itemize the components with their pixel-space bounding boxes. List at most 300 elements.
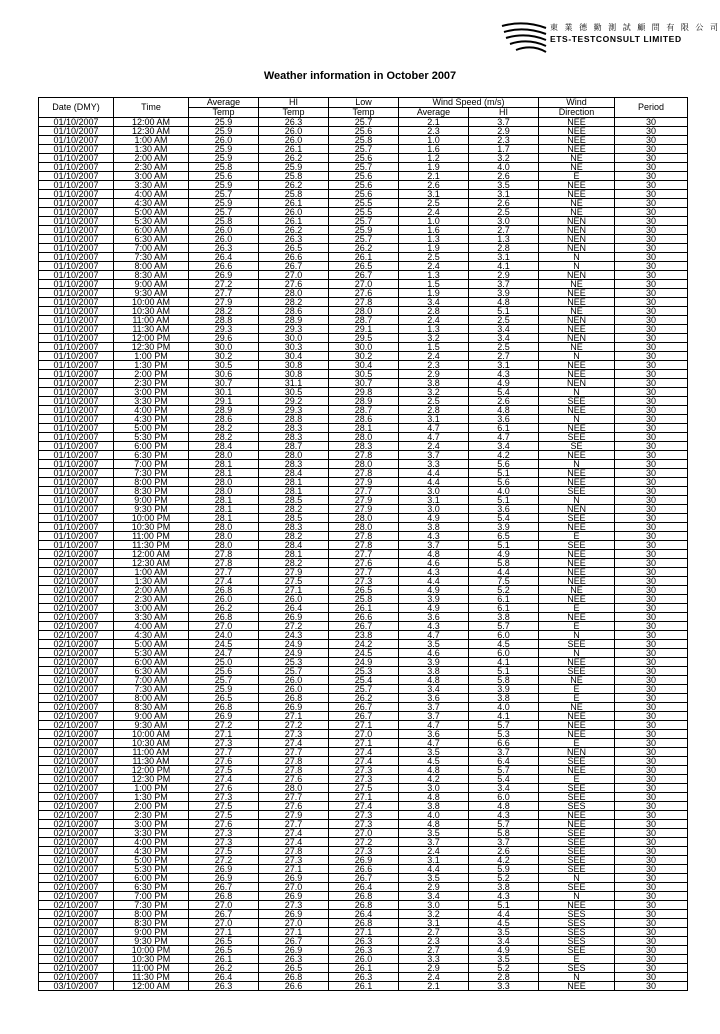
header-wind-speed: Wind Speed (m/s) [399, 98, 539, 108]
hi-temp-cell: 27.7 [259, 820, 329, 829]
low-temp-cell: 23.8 [329, 631, 399, 640]
table-row [39, 649, 688, 658]
date-cell: 02/10/2007 [39, 883, 114, 892]
date-cell: 02/10/2007 [39, 694, 114, 703]
date-cell: 01/10/2007 [39, 127, 114, 136]
low-temp-cell: 27.7 [329, 568, 399, 577]
time-cell: 8:00 PM [114, 910, 189, 919]
time-cell: 6:30 PM [114, 451, 189, 460]
date-cell: 01/10/2007 [39, 226, 114, 235]
wind-avg-cell: 3.4 [399, 892, 469, 901]
low-temp-cell: 24.5 [329, 649, 399, 658]
hi-temp-cell: 26.5 [259, 244, 329, 253]
avg-temp-cell: 26.3 [189, 244, 259, 253]
hi-temp-cell: 31.1 [259, 379, 329, 388]
time-cell: 11:00 AM [114, 316, 189, 325]
table-row [39, 307, 688, 316]
avg-temp-cell: 26.0 [189, 595, 259, 604]
wind-hi-cell: 5.2 [469, 874, 539, 883]
table-row [39, 712, 688, 721]
avg-temp-cell: 27.7 [189, 568, 259, 577]
wind-avg-cell: 2.4 [399, 847, 469, 856]
wind-direction-cell: E [539, 775, 615, 784]
avg-temp-cell: 28.2 [189, 307, 259, 316]
low-temp-cell: 28.1 [329, 424, 399, 433]
wind-direction-cell: NEE [539, 595, 615, 604]
avg-temp-cell: 26.7 [189, 883, 259, 892]
wind-hi-cell: 6.1 [469, 604, 539, 613]
wind-hi-cell: 6.6 [469, 739, 539, 748]
hi-temp-cell: 28.8 [259, 415, 329, 424]
wind-direction-cell: E [539, 694, 615, 703]
company-name-chinese: 東 業 德 勤 測 試 顧 問 有 限 公 司 [550, 23, 720, 32]
hi-temp-cell: 28.5 [259, 496, 329, 505]
hi-temp-cell: 27.1 [259, 865, 329, 874]
avg-temp-cell: 25.7 [189, 676, 259, 685]
header-hi-temp-bottom: Temp [259, 108, 329, 118]
wind-avg-cell: 1.9 [399, 289, 469, 298]
time-cell: 4:00 PM [114, 406, 189, 415]
avg-temp-cell: 24.7 [189, 649, 259, 658]
low-temp-cell: 25.6 [329, 190, 399, 199]
low-temp-cell: 27.0 [329, 829, 399, 838]
low-temp-cell: 28.0 [329, 307, 399, 316]
wind-hi-cell: 2.7 [469, 226, 539, 235]
wind-avg-cell: 3.8 [399, 523, 469, 532]
wind-hi-cell: 5.8 [469, 829, 539, 838]
table-row [39, 379, 688, 388]
avg-temp-cell: 25.7 [189, 190, 259, 199]
hi-temp-cell: 28.3 [259, 424, 329, 433]
time-cell: 5:30 AM [114, 649, 189, 658]
date-cell: 02/10/2007 [39, 730, 114, 739]
date-cell: 01/10/2007 [39, 523, 114, 532]
low-temp-cell: 28.0 [329, 433, 399, 442]
avg-temp-cell: 30.5 [189, 361, 259, 370]
avg-temp-cell: 27.4 [189, 577, 259, 586]
table-row [39, 973, 688, 982]
hi-temp-cell: 26.7 [259, 262, 329, 271]
wind-hi-cell: 3.8 [469, 694, 539, 703]
time-cell: 10:30 AM [114, 739, 189, 748]
table-row [39, 289, 688, 298]
time-cell: 12:00 AM [114, 118, 189, 127]
header-avg-temp-bottom: Temp [189, 108, 259, 118]
period-cell: 30 [615, 343, 688, 352]
low-temp-cell: 25.7 [329, 163, 399, 172]
hi-temp-cell: 26.2 [259, 226, 329, 235]
table-row [39, 856, 688, 865]
date-cell: 02/10/2007 [39, 586, 114, 595]
time-cell: 7:00 PM [114, 460, 189, 469]
wind-direction-cell: SES [539, 802, 615, 811]
period-cell: 30 [615, 559, 688, 568]
date-cell: 01/10/2007 [39, 397, 114, 406]
time-cell: 8:00 PM [114, 478, 189, 487]
table-row [39, 262, 688, 271]
period-cell: 30 [615, 964, 688, 973]
hi-temp-cell: 25.8 [259, 172, 329, 181]
wind-hi-cell: 2.5 [469, 316, 539, 325]
wind-hi-cell: 2.3 [469, 136, 539, 145]
table-row [39, 235, 688, 244]
date-cell: 01/10/2007 [39, 235, 114, 244]
avg-temp-cell: 27.7 [189, 748, 259, 757]
table-row [39, 487, 688, 496]
wind-avg-cell: 1.0 [399, 217, 469, 226]
wind-hi-cell: 3.3 [469, 982, 539, 991]
hi-temp-cell: 27.4 [259, 739, 329, 748]
avg-temp-cell: 30.6 [189, 370, 259, 379]
hi-temp-cell: 27.6 [259, 280, 329, 289]
avg-temp-cell: 26.0 [189, 136, 259, 145]
wind-avg-cell: 1.3 [399, 235, 469, 244]
hi-temp-cell: 27.9 [259, 568, 329, 577]
time-cell: 1:00 PM [114, 784, 189, 793]
period-cell: 30 [615, 712, 688, 721]
low-temp-cell: 26.1 [329, 964, 399, 973]
wind-direction-cell: N [539, 262, 615, 271]
wind-hi-cell: 3.4 [469, 937, 539, 946]
time-cell: 12:30 PM [114, 775, 189, 784]
period-cell: 30 [615, 226, 688, 235]
table-row [39, 271, 688, 280]
wind-avg-cell: 3.1 [399, 919, 469, 928]
wind-avg-cell: 4.7 [399, 631, 469, 640]
period-cell: 30 [615, 217, 688, 226]
avg-temp-cell: 26.8 [189, 703, 259, 712]
hi-temp-cell: 28.4 [259, 541, 329, 550]
low-temp-cell: 27.6 [329, 559, 399, 568]
time-cell: 1:00 AM [114, 568, 189, 577]
table-row [39, 640, 688, 649]
avg-temp-cell: 25.9 [189, 145, 259, 154]
table-row [39, 568, 688, 577]
low-temp-cell: 26.4 [329, 883, 399, 892]
table-row [39, 451, 688, 460]
date-cell: 02/10/2007 [39, 775, 114, 784]
table-row [39, 784, 688, 793]
time-cell: 9:30 AM [114, 289, 189, 298]
wind-avg-cell: 2.7 [399, 928, 469, 937]
date-cell: 01/10/2007 [39, 154, 114, 163]
period-cell: 30 [615, 703, 688, 712]
time-cell: 8:30 PM [114, 919, 189, 928]
wind-hi-cell: 4.3 [469, 370, 539, 379]
avg-temp-cell: 26.5 [189, 937, 259, 946]
hi-temp-cell: 27.7 [259, 748, 329, 757]
wind-hi-cell: 3.9 [469, 289, 539, 298]
wind-direction-cell: NEE [539, 127, 615, 136]
wind-direction-cell: NE [539, 307, 615, 316]
date-cell: 01/10/2007 [39, 370, 114, 379]
wind-hi-cell: 6.0 [469, 649, 539, 658]
date-cell: 02/10/2007 [39, 595, 114, 604]
wind-avg-cell: 3.7 [399, 703, 469, 712]
wind-hi-cell: 2.6 [469, 397, 539, 406]
wind-avg-cell: 3.0 [399, 784, 469, 793]
period-cell: 30 [615, 667, 688, 676]
low-temp-cell: 27.8 [329, 532, 399, 541]
table-row [39, 811, 688, 820]
table-row [39, 505, 688, 514]
time-cell: 11:30 AM [114, 757, 189, 766]
period-cell: 30 [615, 685, 688, 694]
table-row [39, 415, 688, 424]
wind-avg-cell: 4.4 [399, 469, 469, 478]
wind-avg-cell: 3.6 [399, 730, 469, 739]
wind-avg-cell: 2.1 [399, 172, 469, 181]
period-cell: 30 [615, 118, 688, 127]
avg-temp-cell: 26.8 [189, 586, 259, 595]
date-cell: 01/10/2007 [39, 217, 114, 226]
wind-hi-cell: 2.5 [469, 343, 539, 352]
table-row [39, 685, 688, 694]
date-cell: 02/10/2007 [39, 604, 114, 613]
table-row [39, 721, 688, 730]
wind-direction-cell: NEE [539, 370, 615, 379]
table-row [39, 964, 688, 973]
low-temp-cell: 26.4 [329, 910, 399, 919]
low-temp-cell: 26.3 [329, 973, 399, 982]
hi-temp-cell: 26.9 [259, 703, 329, 712]
low-temp-cell: 30.2 [329, 352, 399, 361]
low-temp-cell: 27.3 [329, 811, 399, 820]
wind-direction-cell: SES [539, 919, 615, 928]
low-temp-cell: 26.6 [329, 865, 399, 874]
period-cell: 30 [615, 433, 688, 442]
wind-direction-cell: NEE [539, 190, 615, 199]
period-cell: 30 [615, 829, 688, 838]
period-cell: 30 [615, 928, 688, 937]
hi-temp-cell: 27.5 [259, 577, 329, 586]
wind-avg-cell: 3.6 [399, 613, 469, 622]
period-cell: 30 [615, 550, 688, 559]
table-row [39, 298, 688, 307]
wind-avg-cell: 4.7 [399, 739, 469, 748]
period-cell: 30 [615, 784, 688, 793]
time-cell: 4:30 AM [114, 631, 189, 640]
table-row [39, 955, 688, 964]
avg-temp-cell: 25.9 [189, 127, 259, 136]
period-cell: 30 [615, 478, 688, 487]
table-row [39, 514, 688, 523]
avg-temp-cell: 25.6 [189, 667, 259, 676]
wind-avg-cell: 2.4 [399, 316, 469, 325]
wind-hi-cell: 6.1 [469, 595, 539, 604]
period-cell: 30 [615, 631, 688, 640]
low-temp-cell: 26.0 [329, 955, 399, 964]
table-row [39, 550, 688, 559]
table-row [39, 118, 688, 127]
date-cell: 02/10/2007 [39, 820, 114, 829]
period-cell: 30 [615, 379, 688, 388]
wind-direction-cell: SEE [539, 856, 615, 865]
wind-hi-cell: 6.4 [469, 757, 539, 766]
avg-temp-cell: 27.7 [189, 289, 259, 298]
period-cell: 30 [615, 316, 688, 325]
table-row [39, 937, 688, 946]
hi-temp-cell: 24.3 [259, 631, 329, 640]
wind-avg-cell: 4.4 [399, 478, 469, 487]
wind-avg-cell: 3.5 [399, 748, 469, 757]
avg-temp-cell: 28.4 [189, 442, 259, 451]
time-cell: 2:30 AM [114, 595, 189, 604]
low-temp-cell: 26.7 [329, 703, 399, 712]
wind-hi-cell: 2.7 [469, 352, 539, 361]
date-cell: 01/10/2007 [39, 181, 114, 190]
wind-avg-cell: 1.6 [399, 226, 469, 235]
low-temp-cell: 26.2 [329, 694, 399, 703]
avg-temp-cell: 26.2 [189, 604, 259, 613]
time-cell: 7:00 PM [114, 892, 189, 901]
low-temp-cell: 27.3 [329, 820, 399, 829]
wind-hi-cell: 4.3 [469, 811, 539, 820]
table-row [39, 883, 688, 892]
low-temp-cell: 26.6 [329, 613, 399, 622]
wind-hi-cell: 5.1 [469, 496, 539, 505]
wind-avg-cell: 3.1 [399, 190, 469, 199]
table-row [39, 388, 688, 397]
low-temp-cell: 26.7 [329, 874, 399, 883]
period-cell: 30 [615, 181, 688, 190]
period-cell: 30 [615, 568, 688, 577]
period-cell: 30 [615, 523, 688, 532]
wind-avg-cell: 1.3 [399, 271, 469, 280]
table-row [39, 316, 688, 325]
time-cell: 1:30 AM [114, 145, 189, 154]
hi-temp-cell: 27.2 [259, 721, 329, 730]
time-cell: 9:00 AM [114, 712, 189, 721]
time-cell: 10:30 PM [114, 523, 189, 532]
wind-hi-cell: 4.8 [469, 406, 539, 415]
table-row [39, 928, 688, 937]
time-cell: 1:30 PM [114, 793, 189, 802]
wind-direction-cell: SES [539, 928, 615, 937]
table-row [39, 190, 688, 199]
wind-hi-cell: 4.4 [469, 568, 539, 577]
avg-temp-cell: 25.9 [189, 118, 259, 127]
wind-hi-cell: 4.4 [469, 910, 539, 919]
low-temp-cell: 24.2 [329, 640, 399, 649]
low-temp-cell: 28.0 [329, 460, 399, 469]
low-temp-cell: 28.0 [329, 514, 399, 523]
table-row [39, 136, 688, 145]
period-cell: 30 [615, 874, 688, 883]
period-cell: 30 [615, 127, 688, 136]
avg-temp-cell: 27.6 [189, 820, 259, 829]
hi-temp-cell: 28.5 [259, 514, 329, 523]
wind-hi-cell: 2.8 [469, 244, 539, 253]
low-temp-cell: 26.8 [329, 892, 399, 901]
time-cell: 7:30 PM [114, 469, 189, 478]
wind-direction-cell: NEN [539, 235, 615, 244]
wind-avg-cell: 3.7 [399, 451, 469, 460]
hi-temp-cell: 26.0 [259, 127, 329, 136]
wind-hi-cell: 4.1 [469, 658, 539, 667]
wind-direction-cell: NEE [539, 811, 615, 820]
wind-avg-cell: 3.9 [399, 595, 469, 604]
date-cell: 01/10/2007 [39, 442, 114, 451]
time-cell: 1:30 AM [114, 577, 189, 586]
table-row [39, 820, 688, 829]
wind-hi-cell: 3.1 [469, 190, 539, 199]
period-cell: 30 [615, 676, 688, 685]
wind-avg-cell: 3.1 [399, 496, 469, 505]
table-row [39, 145, 688, 154]
table-row [39, 604, 688, 613]
time-cell: 12:00 AM [114, 982, 189, 991]
wind-avg-cell: 3.6 [399, 694, 469, 703]
low-temp-cell: 27.1 [329, 721, 399, 730]
hi-temp-cell: 28.9 [259, 316, 329, 325]
date-cell: 01/10/2007 [39, 496, 114, 505]
date-cell: 02/10/2007 [39, 919, 114, 928]
avg-temp-cell: 25.8 [189, 217, 259, 226]
period-cell: 30 [615, 415, 688, 424]
avg-temp-cell: 29.1 [189, 397, 259, 406]
wind-avg-cell: 4.2 [399, 775, 469, 784]
period-cell: 30 [615, 541, 688, 550]
date-cell: 01/10/2007 [39, 487, 114, 496]
time-cell: 4:30 AM [114, 199, 189, 208]
wind-hi-cell: 5.1 [469, 667, 539, 676]
wind-avg-cell: 1.2 [399, 154, 469, 163]
hi-temp-cell: 27.0 [259, 883, 329, 892]
low-temp-cell: 27.9 [329, 496, 399, 505]
wind-direction-cell: NEN [539, 379, 615, 388]
hi-temp-cell: 26.9 [259, 613, 329, 622]
time-cell: 4:30 PM [114, 847, 189, 856]
time-cell: 3:30 PM [114, 397, 189, 406]
table-row [39, 793, 688, 802]
wind-direction-cell: NE [539, 703, 615, 712]
company-logo [500, 18, 720, 58]
period-cell: 30 [615, 748, 688, 757]
wind-direction-cell: NEE [539, 325, 615, 334]
time-cell: 3:00 PM [114, 820, 189, 829]
period-cell: 30 [615, 424, 688, 433]
company-emblem-icon [500, 18, 548, 58]
wind-direction-cell: N [539, 496, 615, 505]
date-cell: 02/10/2007 [39, 811, 114, 820]
period-cell: 30 [615, 955, 688, 964]
date-cell: 02/10/2007 [39, 613, 114, 622]
wind-direction-cell: NEE [539, 118, 615, 127]
avg-temp-cell: 28.6 [189, 415, 259, 424]
table-row [39, 919, 688, 928]
wind-direction-cell: E [539, 739, 615, 748]
hi-temp-cell: 26.8 [259, 694, 329, 703]
wind-avg-cell: 2.8 [399, 406, 469, 415]
wind-avg-cell: 3.8 [399, 802, 469, 811]
time-cell: 4:00 AM [114, 190, 189, 199]
time-cell: 11:00 AM [114, 748, 189, 757]
avg-temp-cell: 27.5 [189, 766, 259, 775]
wind-direction-cell: NE [539, 280, 615, 289]
avg-temp-cell: 25.8 [189, 163, 259, 172]
wind-avg-cell: 2.6 [399, 181, 469, 190]
hi-temp-cell: 26.9 [259, 946, 329, 955]
table-row [39, 775, 688, 784]
wind-avg-cell: 4.7 [399, 424, 469, 433]
date-cell: 02/10/2007 [39, 865, 114, 874]
period-cell: 30 [615, 532, 688, 541]
table-row [39, 397, 688, 406]
wind-avg-cell: 3.2 [399, 334, 469, 343]
avg-temp-cell: 30.2 [189, 352, 259, 361]
wind-direction-cell: SEE [539, 640, 615, 649]
